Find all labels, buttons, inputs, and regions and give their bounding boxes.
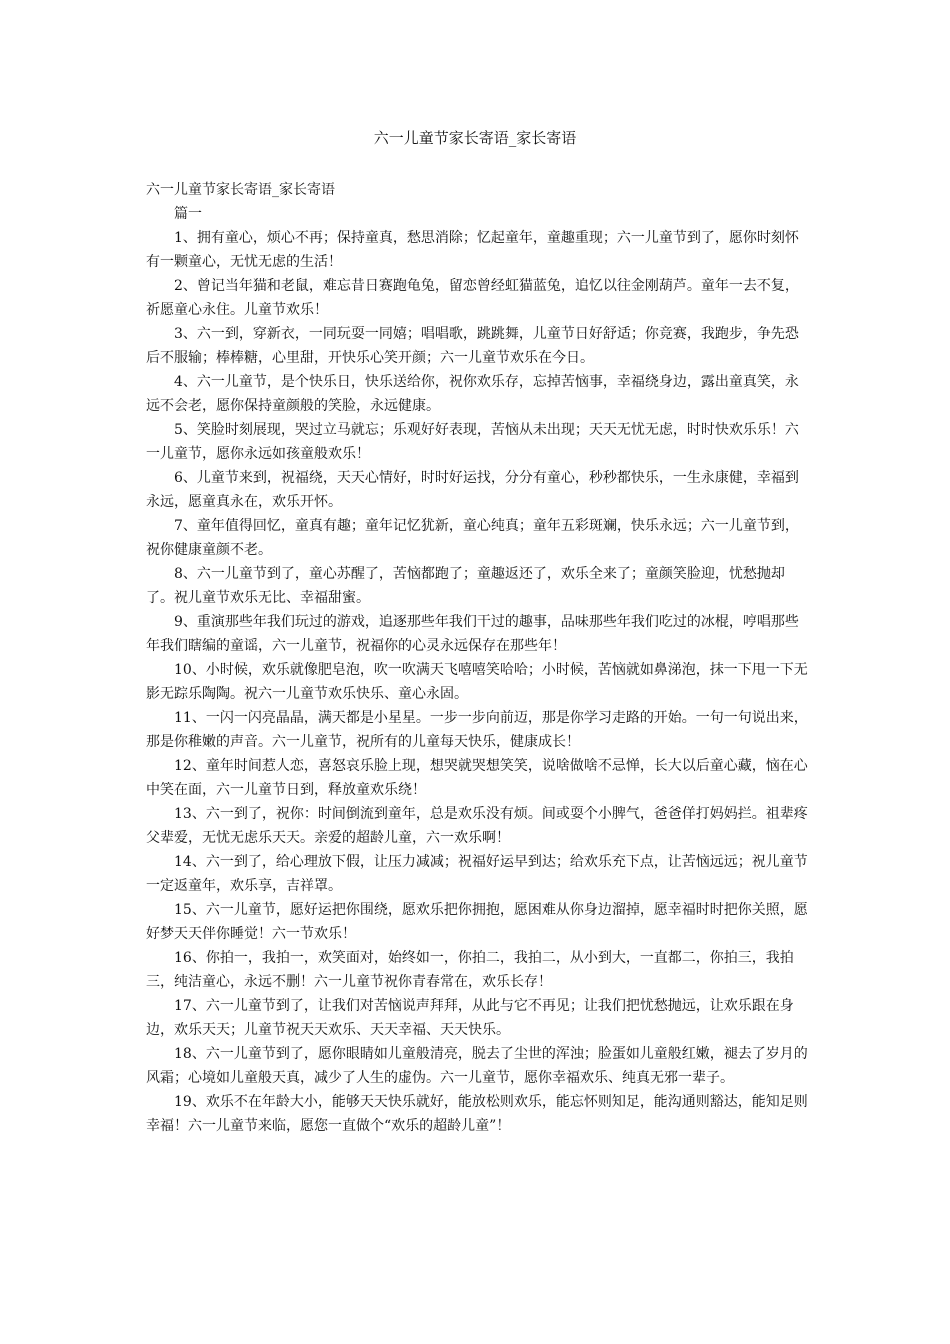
list-item: 5、笑脸时刻展现，哭过立马就忘；乐观好好表现，苦恼从未出现；天天无忧无虑，时时快欢乐乐！六一儿童节，愿你永远如孩童般欢乐！ xyxy=(146,422,799,462)
list-item: 6、儿童节来到，祝福绕，天天心情好，时时好运找，分分有童心，秒秒都快乐，一生永康健，幸福到永远，愿童真永在，欢乐开怀。 xyxy=(146,470,799,510)
list-item: 7、童年值得回忆，童真有趣；童年记忆犹新，童心纯真；童年五彩斑斓，快乐永远；六一儿童节到，祝你健康童颜不老。 xyxy=(146,518,799,558)
list-item: 16、你拍一，我拍一，欢笑面对，始终如一，你拍二，我拍二，从小到大，一直都二，你拍三，我拍三，纯洁童心，永远不删！六一儿童节祝你青春常在，欢乐长存！ xyxy=(146,950,794,990)
list-item: 18、六一儿童节到了，愿你眼睛如儿童般清亮，脱去了尘世的浑浊；脸蛋如儿童般红嫩，褪去了岁月的风霜；心境如儿童般天真，减少了人生的虚伪。六一儿童节，愿你幸福欢乐、纯真无邪一辈子。 xyxy=(146,1046,808,1086)
list-item: 19、欢乐不在年龄大小，能够天天快乐就好，能放松则欢乐，能忘怀则知足，能沟通则豁达，能知足则幸福！六一儿童节来临，愿您一直做个“欢乐的超龄儿童”！ xyxy=(146,1094,808,1134)
list-item: 10、小时候，欢乐就像肥皂泡，吹一吹满天飞嘻嘻笑哈哈；小时候，苦恼就如鼻涕泡，抹一下甩一下无影无踪乐陶陶。祝六一儿童节欢乐快乐、童心永固。 xyxy=(146,662,808,702)
list-item: 15、六一儿童节，愿好运把你围绕，愿欢乐把你拥抱，愿困难从你身边溜掉，愿幸福时时把你关照，愿好梦天天伴你睡觉！六一节欢乐！ xyxy=(146,902,808,942)
list-item: 14、六一到了，给心理放下假，让压力减减；祝福好运早到达；给欢乐充下点，让苦恼远远；祝儿童节一定返童年，欢乐享，吉祥罩。 xyxy=(146,854,808,894)
list-item: 3、六一到，穿新衣，一同玩耍一同嬉；唱唱歌，跳跳舞，儿童节日好舒适；你竞赛，我跑步，争先恐后不服输；棒棒糖，心里甜，开快乐心笑开颜；六一儿童节欢乐在今日。 xyxy=(146,326,799,366)
list-item: 2、曾记当年猫和老鼠，难忘昔日赛跑龟兔，留恋曾经虹猫蓝兔，追忆以往金刚葫芦。童年一去不复，祈愿童心永住。儿童节欢乐！ xyxy=(146,278,799,318)
list-item: 8、六一儿童节到了，童心苏醒了，苦恼都跑了；童趣返还了，欢乐全来了；童颜笑脸迎，忧愁抛却了。祝儿童节欢乐无比、幸福甜蜜。 xyxy=(146,566,785,606)
list-item: 17、六一儿童节到了，让我们对苦恼说声拜拜，从此与它不再见；让我们把忧愁抛远，让欢乐跟在身边，欢乐天天；儿童节祝天天欢乐、天天幸福、天天快乐。 xyxy=(146,998,794,1038)
document-subtitle: 六一儿童节家长寄语_家长寄语 xyxy=(146,182,335,198)
list-item: 9、重演那些年我们玩过的游戏，追逐那些年我们干过的趣事，品味那些年我们吃过的冰棍，哼唱那些年我们瞎编的童谣，六一儿童节，祝福你的心灵永远保存在那些年！ xyxy=(146,614,799,654)
document-title: 六一儿童节家长寄语_家长寄语 xyxy=(373,129,577,147)
list-item: 4、六一儿童节，是个快乐日，快乐送给你，祝你欢乐存，忘掉苦恼事，幸福绕身边，露出童真笑，永远不会老，愿你保持童颜般的笑脸，永远健康。 xyxy=(146,374,799,414)
document-body xyxy=(146,178,808,1138)
list-item: 11、一闪一闪亮晶晶，满天都是小星星。一步一步向前迈，那是你学习走路的开始。一句一句说出来，那是你稚嫩的声音。六一儿童节，祝所有的儿童每天快乐，健康成长！ xyxy=(146,710,808,750)
section-heading: 篇一 xyxy=(174,206,202,222)
list-item: 13、六一到了，祝你：时间倒流到童年，总是欢乐没有烦。间或耍个小脾气，爸爸佯打妈妈拦。祖辈疼父辈爱，无忧无虑乐天天。亲爱的超龄儿童，六一欢乐啊！ xyxy=(146,806,808,846)
list-item: 1、拥有童心，烦心不再；保持童真，愁思消除；忆起童年，童趣重现；六一儿童节到了，愿你时刻怀有一颗童心，无忧无虑的生活！ xyxy=(146,230,799,270)
list-item: 12、童年时间惹人恋，喜怒哀乐脸上现，想哭就哭想笑笑，说啥做啥不忌惮，长大以后童心藏，恼在心中笑在面，六一儿童节日到，释放童欢乐绕！ xyxy=(146,758,808,798)
